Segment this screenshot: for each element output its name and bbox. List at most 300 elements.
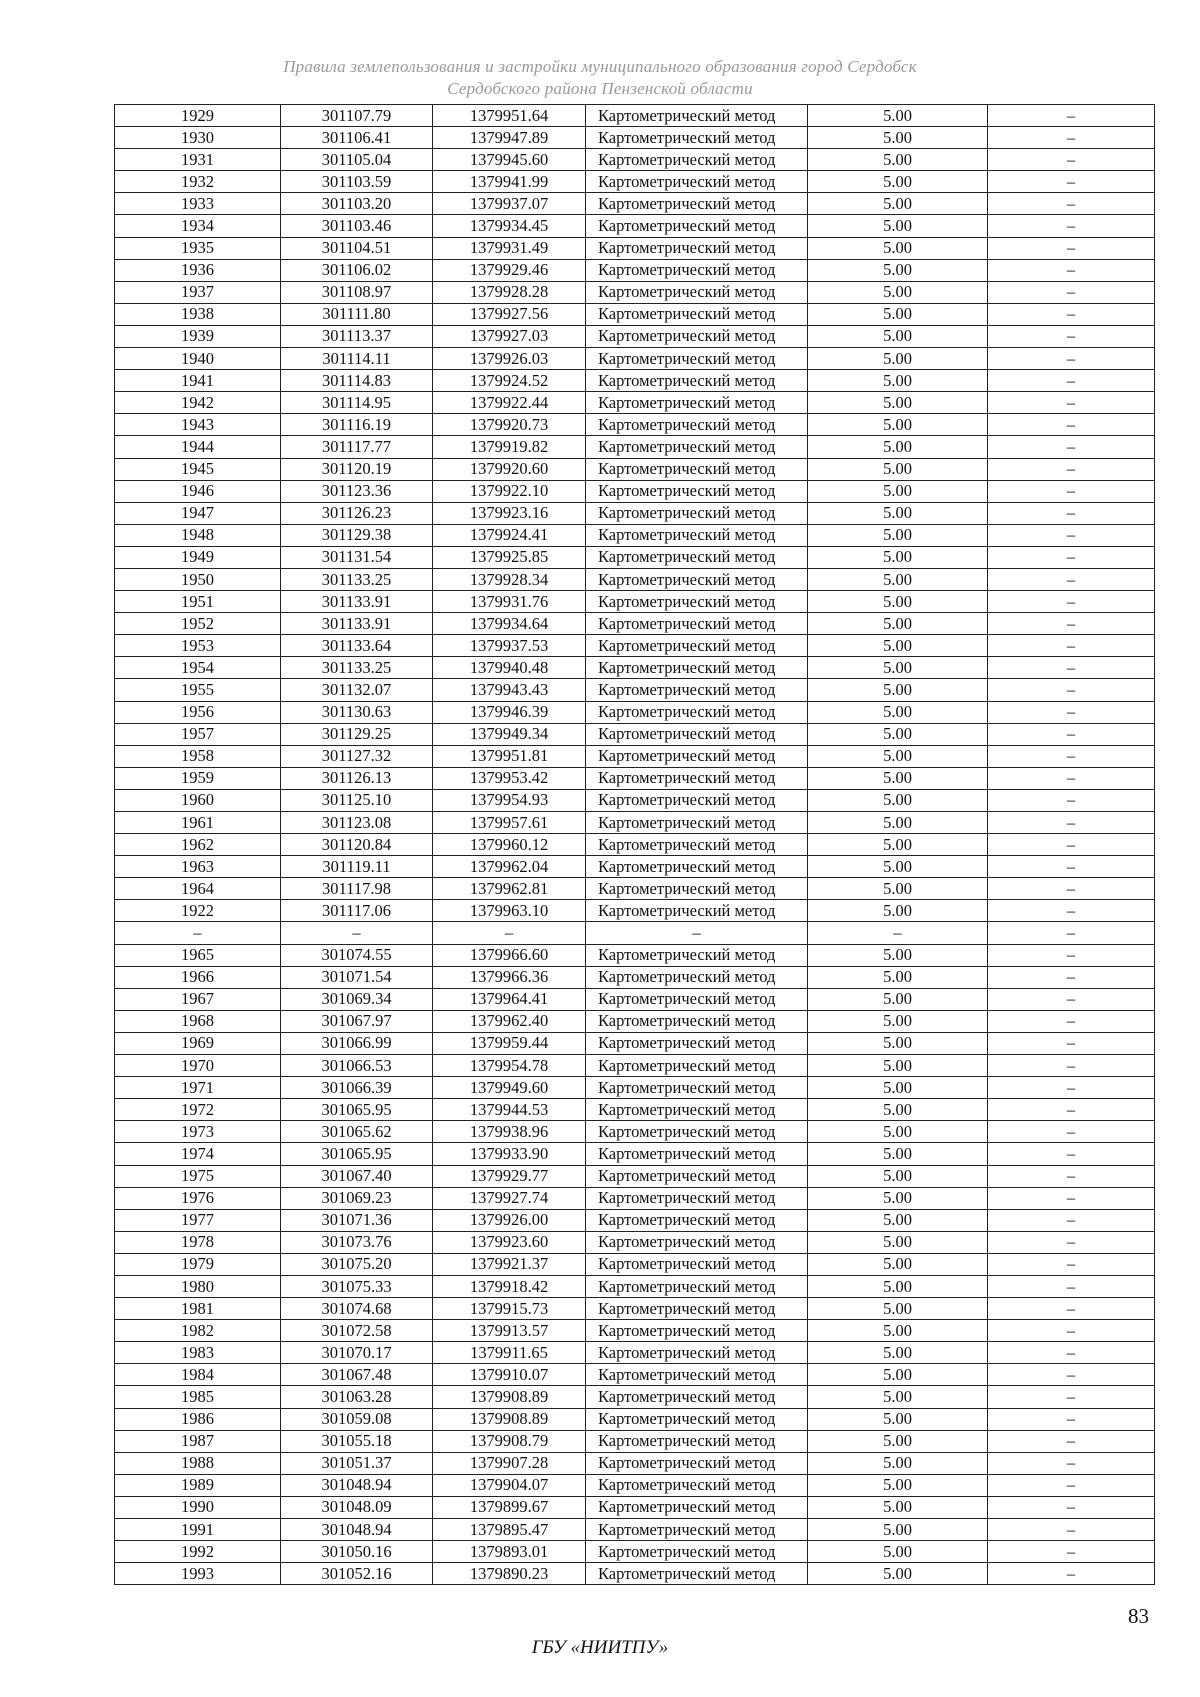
point-number-cell: 1970 xyxy=(115,1055,281,1077)
method-cell: Картометрический метод xyxy=(586,546,808,568)
x-coordinate-cell: 301120.84 xyxy=(281,834,433,856)
table-row xyxy=(115,1121,1155,1143)
accuracy-cell: 5.00 xyxy=(808,1032,988,1054)
x-coordinate-cell: 301133.25 xyxy=(281,657,433,679)
description-cell: – xyxy=(988,635,1155,657)
y-coordinate-cell: 1379966.36 xyxy=(433,966,586,988)
header-line-1: Правила землепользования и застройки муниципального образования город Сердобск xyxy=(283,57,917,76)
y-coordinate-cell: 1379924.41 xyxy=(433,524,586,546)
method-cell: Картометрический метод xyxy=(586,591,808,613)
method-cell: Картометрический метод xyxy=(586,834,808,856)
method-cell: Картометрический метод xyxy=(586,1165,808,1187)
accuracy-cell: 5.00 xyxy=(808,1452,988,1474)
method-cell: Картометрический метод xyxy=(586,215,808,237)
accuracy-cell: 5.00 xyxy=(808,1099,988,1121)
accuracy-cell: 5.00 xyxy=(808,105,988,127)
table-row xyxy=(115,834,1155,856)
method-cell: Картометрический метод xyxy=(586,414,808,436)
method-cell: Картометрический метод xyxy=(586,1099,808,1121)
x-coordinate-cell: 301130.63 xyxy=(281,701,433,723)
x-coordinate-cell: 301111.80 xyxy=(281,303,433,325)
description-cell: – xyxy=(988,1298,1155,1320)
x-coordinate-cell: 301133.91 xyxy=(281,591,433,613)
y-coordinate-cell: 1379928.28 xyxy=(433,281,586,303)
description-cell: – xyxy=(988,657,1155,679)
table-row xyxy=(115,370,1155,392)
accuracy-cell: 5.00 xyxy=(808,568,988,590)
point-number-cell: 1950 xyxy=(115,568,281,590)
table-row xyxy=(115,105,1155,127)
table-row xyxy=(115,524,1155,546)
method-cell: Картометрический метод xyxy=(586,1209,808,1231)
method-cell: Картометрический метод xyxy=(586,524,808,546)
description-cell: – xyxy=(988,524,1155,546)
y-coordinate-cell: 1379959.44 xyxy=(433,1032,586,1054)
point-number-cell: 1964 xyxy=(115,878,281,900)
y-coordinate-cell: 1379931.76 xyxy=(433,591,586,613)
description-cell: – xyxy=(988,1386,1155,1408)
accuracy-cell: 5.00 xyxy=(808,1474,988,1496)
y-coordinate-cell: 1379920.73 xyxy=(433,414,586,436)
accuracy-cell: 5.00 xyxy=(808,1055,988,1077)
method-cell: Картометрический метод xyxy=(586,1386,808,1408)
method-cell: Картометрический метод xyxy=(586,1496,808,1518)
y-coordinate-cell: 1379928.34 xyxy=(433,568,586,590)
description-cell: – xyxy=(988,922,1155,944)
accuracy-cell: 5.00 xyxy=(808,944,988,966)
accuracy-cell: 5.00 xyxy=(808,745,988,767)
point-number-cell: 1930 xyxy=(115,127,281,149)
description-cell: – xyxy=(988,1563,1155,1585)
table-row xyxy=(115,767,1155,789)
method-cell: Картометрический метод xyxy=(586,878,808,900)
point-number-cell: 1954 xyxy=(115,657,281,679)
x-coordinate-cell: 301113.37 xyxy=(281,325,433,347)
method-cell: Картометрический метод xyxy=(586,789,808,811)
method-cell: Картометрический метод xyxy=(586,1143,808,1165)
description-cell: – xyxy=(988,458,1155,480)
y-coordinate-cell: 1379945.60 xyxy=(433,149,586,171)
y-coordinate-cell: 1379921.37 xyxy=(433,1253,586,1275)
footer-organization: ГБУ «НИИТПУ» xyxy=(531,1637,669,1658)
y-coordinate-cell: 1379923.60 xyxy=(433,1231,586,1253)
y-coordinate-cell: 1379926.00 xyxy=(433,1209,586,1231)
y-coordinate-cell: 1379966.60 xyxy=(433,944,586,966)
description-cell: – xyxy=(988,1519,1155,1541)
x-coordinate-cell: 301126.23 xyxy=(281,502,433,524)
table-row xyxy=(115,613,1155,635)
x-coordinate-cell: 301048.94 xyxy=(281,1519,433,1541)
x-coordinate-cell: 301066.53 xyxy=(281,1055,433,1077)
method-cell: Картометрический метод xyxy=(586,723,808,745)
accuracy-cell: 5.00 xyxy=(808,635,988,657)
point-number-cell: 1937 xyxy=(115,281,281,303)
y-coordinate-cell: 1379937.07 xyxy=(433,193,586,215)
accuracy-cell: 5.00 xyxy=(808,392,988,414)
description-cell: – xyxy=(988,546,1155,568)
point-number-cell: 1939 xyxy=(115,325,281,347)
point-number-cell: 1972 xyxy=(115,1099,281,1121)
table-row xyxy=(115,1165,1155,1187)
description-cell: – xyxy=(988,149,1155,171)
y-coordinate-cell: 1379943.43 xyxy=(433,679,586,701)
x-coordinate-cell: 301050.16 xyxy=(281,1541,433,1563)
accuracy-cell: 5.00 xyxy=(808,701,988,723)
y-coordinate-cell: 1379931.49 xyxy=(433,237,586,259)
description-cell: – xyxy=(988,789,1155,811)
x-coordinate-cell: 301104.51 xyxy=(281,237,433,259)
method-cell: Картометрический метод xyxy=(586,1474,808,1496)
method-cell: Картометрический метод xyxy=(586,1032,808,1054)
description-cell: – xyxy=(988,1452,1155,1474)
accuracy-cell: 5.00 xyxy=(808,900,988,922)
point-number-cell: 1977 xyxy=(115,1209,281,1231)
accuracy-cell: 5.00 xyxy=(808,1320,988,1342)
method-cell: Картометрический метод xyxy=(586,767,808,789)
x-coordinate-cell: 301125.10 xyxy=(281,789,433,811)
method-cell: Картометрический метод xyxy=(586,944,808,966)
table-row xyxy=(115,259,1155,281)
table-row xyxy=(115,944,1155,966)
table-row xyxy=(115,723,1155,745)
point-number-cell: 1967 xyxy=(115,988,281,1010)
method-cell: Картометрический метод xyxy=(586,325,808,347)
table-row xyxy=(115,789,1155,811)
y-coordinate-cell: 1379954.93 xyxy=(433,789,586,811)
accuracy-cell: 5.00 xyxy=(808,988,988,1010)
accuracy-cell: 5.00 xyxy=(808,1077,988,1099)
accuracy-cell: 5.00 xyxy=(808,237,988,259)
accuracy-cell: 5.00 xyxy=(808,303,988,325)
y-coordinate-cell: 1379940.48 xyxy=(433,657,586,679)
table-row xyxy=(115,922,1155,944)
x-coordinate-cell: 301075.33 xyxy=(281,1275,433,1297)
method-cell: Картометрический метод xyxy=(586,1364,808,1386)
y-coordinate-cell: 1379910.07 xyxy=(433,1364,586,1386)
description-cell: – xyxy=(988,1032,1155,1054)
description-cell: – xyxy=(988,591,1155,613)
running-header xyxy=(0,56,1200,100)
description-cell: – xyxy=(988,745,1155,767)
point-number-cell: 1988 xyxy=(115,1452,281,1474)
x-coordinate-cell: 301117.06 xyxy=(281,900,433,922)
method-cell: Картометрический метод xyxy=(586,105,808,127)
x-coordinate-cell: 301070.17 xyxy=(281,1342,433,1364)
x-coordinate-cell: 301063.28 xyxy=(281,1386,433,1408)
point-number-cell: 1949 xyxy=(115,546,281,568)
y-coordinate-cell: 1379949.34 xyxy=(433,723,586,745)
x-coordinate-cell: 301067.97 xyxy=(281,1010,433,1032)
point-number-cell: 1963 xyxy=(115,856,281,878)
y-coordinate-cell: 1379937.53 xyxy=(433,635,586,657)
method-cell: Картометрический метод xyxy=(586,1541,808,1563)
y-coordinate-cell: 1379920.60 xyxy=(433,458,586,480)
accuracy-cell: 5.00 xyxy=(808,1563,988,1585)
y-coordinate-cell: 1379919.82 xyxy=(433,436,586,458)
x-coordinate-cell: 301048.94 xyxy=(281,1474,433,1496)
y-coordinate-cell: 1379925.85 xyxy=(433,546,586,568)
table-row xyxy=(115,1143,1155,1165)
description-cell: – xyxy=(988,679,1155,701)
table-row xyxy=(115,127,1155,149)
y-coordinate-cell: 1379927.03 xyxy=(433,325,586,347)
x-coordinate-cell: 301103.46 xyxy=(281,215,433,237)
method-cell: Картометрический метод xyxy=(586,679,808,701)
point-number-cell: 1952 xyxy=(115,613,281,635)
description-cell: – xyxy=(988,171,1155,193)
point-number-cell: 1958 xyxy=(115,745,281,767)
accuracy-cell: 5.00 xyxy=(808,1253,988,1275)
point-number-cell: 1945 xyxy=(115,458,281,480)
table-row xyxy=(115,568,1155,590)
x-coordinate-cell: 301117.98 xyxy=(281,878,433,900)
method-cell: Картометрический метод xyxy=(586,568,808,590)
table-row xyxy=(115,1408,1155,1430)
method-cell: Картометрический метод xyxy=(586,1010,808,1032)
method-cell: Картометрический метод xyxy=(586,1430,808,1452)
table-row xyxy=(115,878,1155,900)
accuracy-cell: 5.00 xyxy=(808,414,988,436)
y-coordinate-cell: 1379944.53 xyxy=(433,1099,586,1121)
x-coordinate-cell: 301106.41 xyxy=(281,127,433,149)
method-cell: Картометрический метод xyxy=(586,1055,808,1077)
accuracy-cell: 5.00 xyxy=(808,215,988,237)
accuracy-cell: 5.00 xyxy=(808,767,988,789)
x-coordinate-cell: 301059.08 xyxy=(281,1408,433,1430)
description-cell: – xyxy=(988,1121,1155,1143)
accuracy-cell: 5.00 xyxy=(808,370,988,392)
point-number-cell: 1935 xyxy=(115,237,281,259)
x-coordinate-cell: 301069.34 xyxy=(281,988,433,1010)
description-cell: – xyxy=(988,701,1155,723)
table-row xyxy=(115,591,1155,613)
accuracy-cell: 5.00 xyxy=(808,657,988,679)
table-row xyxy=(115,1386,1155,1408)
accuracy-cell: 5.00 xyxy=(808,723,988,745)
description-cell: – xyxy=(988,834,1155,856)
accuracy-cell: 5.00 xyxy=(808,546,988,568)
table-row xyxy=(115,149,1155,171)
y-coordinate-cell: 1379904.07 xyxy=(433,1474,586,1496)
y-coordinate-cell: 1379929.46 xyxy=(433,259,586,281)
table-row xyxy=(115,1541,1155,1563)
description-cell: – xyxy=(988,414,1155,436)
accuracy-cell: 5.00 xyxy=(808,1408,988,1430)
point-number-cell: 1947 xyxy=(115,502,281,524)
y-coordinate-cell: 1379911.65 xyxy=(433,1342,586,1364)
table-row xyxy=(115,1298,1155,1320)
description-cell: – xyxy=(988,105,1155,127)
x-coordinate-cell: 301067.48 xyxy=(281,1364,433,1386)
y-coordinate-cell: 1379949.60 xyxy=(433,1077,586,1099)
point-number-cell: 1946 xyxy=(115,480,281,502)
method-cell: Картометрический метод xyxy=(586,171,808,193)
point-number-cell: 1940 xyxy=(115,348,281,370)
table-body xyxy=(115,105,1155,1585)
point-number-cell: 1934 xyxy=(115,215,281,237)
y-coordinate-cell: 1379933.90 xyxy=(433,1143,586,1165)
point-number-cell: 1948 xyxy=(115,524,281,546)
description-cell: – xyxy=(988,944,1155,966)
y-coordinate-cell: 1379908.79 xyxy=(433,1430,586,1452)
y-coordinate-cell: 1379934.64 xyxy=(433,613,586,635)
description-cell: – xyxy=(988,193,1155,215)
method-cell: Картометрический метод xyxy=(586,370,808,392)
x-coordinate-cell: 301048.09 xyxy=(281,1496,433,1518)
x-coordinate-cell: 301065.95 xyxy=(281,1099,433,1121)
accuracy-cell: 5.00 xyxy=(808,502,988,524)
accuracy-cell: – xyxy=(808,922,988,944)
method-cell: Картометрический метод xyxy=(586,900,808,922)
x-coordinate-cell: 301123.08 xyxy=(281,812,433,834)
accuracy-cell: 5.00 xyxy=(808,1298,988,1320)
table-row xyxy=(115,458,1155,480)
y-coordinate-cell: 1379913.57 xyxy=(433,1320,586,1342)
point-number-cell: 1962 xyxy=(115,834,281,856)
accuracy-cell: 5.00 xyxy=(808,1386,988,1408)
accuracy-cell: 5.00 xyxy=(808,1187,988,1209)
description-cell: – xyxy=(988,1099,1155,1121)
method-cell: Картометрический метод xyxy=(586,1121,808,1143)
point-number-cell: 1943 xyxy=(115,414,281,436)
accuracy-cell: 5.00 xyxy=(808,1364,988,1386)
accuracy-cell: 5.00 xyxy=(808,1275,988,1297)
table-row xyxy=(115,1320,1155,1342)
table-row xyxy=(115,281,1155,303)
table-row xyxy=(115,1032,1155,1054)
point-number-cell: 1985 xyxy=(115,1386,281,1408)
x-coordinate-cell: 301103.59 xyxy=(281,171,433,193)
accuracy-cell: 5.00 xyxy=(808,878,988,900)
y-coordinate-cell: 1379946.39 xyxy=(433,701,586,723)
point-number-cell: 1978 xyxy=(115,1231,281,1253)
method-cell: Картометрический метод xyxy=(586,259,808,281)
y-coordinate-cell: 1379908.89 xyxy=(433,1408,586,1430)
method-cell: Картометрический метод xyxy=(586,1275,808,1297)
method-cell: Картометрический метод xyxy=(586,657,808,679)
description-cell: – xyxy=(988,370,1155,392)
table-row xyxy=(115,1563,1155,1585)
method-cell: Картометрический метод xyxy=(586,613,808,635)
point-number-cell: 1980 xyxy=(115,1275,281,1297)
y-coordinate-cell: 1379924.52 xyxy=(433,370,586,392)
description-cell: – xyxy=(988,325,1155,347)
description-cell: – xyxy=(988,1275,1155,1297)
accuracy-cell: 5.00 xyxy=(808,348,988,370)
method-cell: Картометрический метод xyxy=(586,988,808,1010)
point-number-cell: 1922 xyxy=(115,900,281,922)
description-cell: – xyxy=(988,215,1155,237)
x-coordinate-cell: 301107.79 xyxy=(281,105,433,127)
point-number-cell: 1984 xyxy=(115,1364,281,1386)
y-coordinate-cell: 1379899.67 xyxy=(433,1496,586,1518)
table-row xyxy=(115,635,1155,657)
y-coordinate-cell: 1379918.42 xyxy=(433,1275,586,1297)
description-cell: – xyxy=(988,392,1155,414)
accuracy-cell: 5.00 xyxy=(808,436,988,458)
table-row xyxy=(115,812,1155,834)
y-coordinate-cell: 1379922.10 xyxy=(433,480,586,502)
table-row xyxy=(115,701,1155,723)
description-cell: – xyxy=(988,480,1155,502)
y-coordinate-cell: 1379947.89 xyxy=(433,127,586,149)
description-cell: – xyxy=(988,1496,1155,1518)
y-coordinate-cell: 1379962.81 xyxy=(433,878,586,900)
point-number-cell: 1992 xyxy=(115,1541,281,1563)
accuracy-cell: 5.00 xyxy=(808,281,988,303)
table-row xyxy=(115,856,1155,878)
point-number-cell: 1944 xyxy=(115,436,281,458)
accuracy-cell: 5.00 xyxy=(808,458,988,480)
y-coordinate-cell: 1379926.03 xyxy=(433,348,586,370)
y-coordinate-cell: 1379964.41 xyxy=(433,988,586,1010)
method-cell: Картометрический метод xyxy=(586,1253,808,1275)
y-coordinate-cell: 1379941.99 xyxy=(433,171,586,193)
y-coordinate-cell: 1379962.04 xyxy=(433,856,586,878)
description-cell: – xyxy=(988,127,1155,149)
description-cell: – xyxy=(988,812,1155,834)
y-coordinate-cell: 1379957.61 xyxy=(433,812,586,834)
x-coordinate-cell: 301103.20 xyxy=(281,193,433,215)
description-cell: – xyxy=(988,900,1155,922)
method-cell: Картометрический метод xyxy=(586,1298,808,1320)
x-coordinate-cell: 301052.16 xyxy=(281,1563,433,1585)
point-number-cell: 1931 xyxy=(115,149,281,171)
y-coordinate-cell: 1379915.73 xyxy=(433,1298,586,1320)
table-row xyxy=(115,966,1155,988)
coordinates-table xyxy=(114,104,1155,1585)
method-cell: Картометрический метод xyxy=(586,745,808,767)
y-coordinate-cell: 1379963.10 xyxy=(433,900,586,922)
method-cell: Картометрический метод xyxy=(586,502,808,524)
description-cell: – xyxy=(988,1320,1155,1342)
y-coordinate-cell: 1379929.77 xyxy=(433,1165,586,1187)
description-cell: – xyxy=(988,259,1155,281)
accuracy-cell: 5.00 xyxy=(808,591,988,613)
x-coordinate-cell: 301123.36 xyxy=(281,480,433,502)
point-number-cell: 1956 xyxy=(115,701,281,723)
table-row xyxy=(115,1430,1155,1452)
y-coordinate-cell: 1379954.78 xyxy=(433,1055,586,1077)
point-number-cell: 1981 xyxy=(115,1298,281,1320)
method-cell: Картометрический метод xyxy=(586,1320,808,1342)
description-cell: – xyxy=(988,348,1155,370)
point-number-cell: 1989 xyxy=(115,1474,281,1496)
description-cell: – xyxy=(988,1187,1155,1209)
description-cell: – xyxy=(988,502,1155,524)
method-cell: Картометрический метод xyxy=(586,812,808,834)
point-number-cell: – xyxy=(115,922,281,944)
x-coordinate-cell: 301114.95 xyxy=(281,392,433,414)
table-row xyxy=(115,657,1155,679)
y-coordinate-cell: 1379960.12 xyxy=(433,834,586,856)
x-coordinate-cell: 301133.91 xyxy=(281,613,433,635)
y-coordinate-cell: 1379922.44 xyxy=(433,392,586,414)
accuracy-cell: 5.00 xyxy=(808,812,988,834)
y-coordinate-cell: 1379923.16 xyxy=(433,502,586,524)
method-cell: Картометрический метод xyxy=(586,281,808,303)
x-coordinate-cell: – xyxy=(281,922,433,944)
y-coordinate-cell: 1379907.28 xyxy=(433,1452,586,1474)
table-row xyxy=(115,480,1155,502)
x-coordinate-cell: 301069.23 xyxy=(281,1187,433,1209)
x-coordinate-cell: 301055.18 xyxy=(281,1430,433,1452)
point-number-cell: 1942 xyxy=(115,392,281,414)
table-row xyxy=(115,1055,1155,1077)
x-coordinate-cell: 301071.54 xyxy=(281,966,433,988)
accuracy-cell: 5.00 xyxy=(808,1010,988,1032)
description-cell: – xyxy=(988,568,1155,590)
